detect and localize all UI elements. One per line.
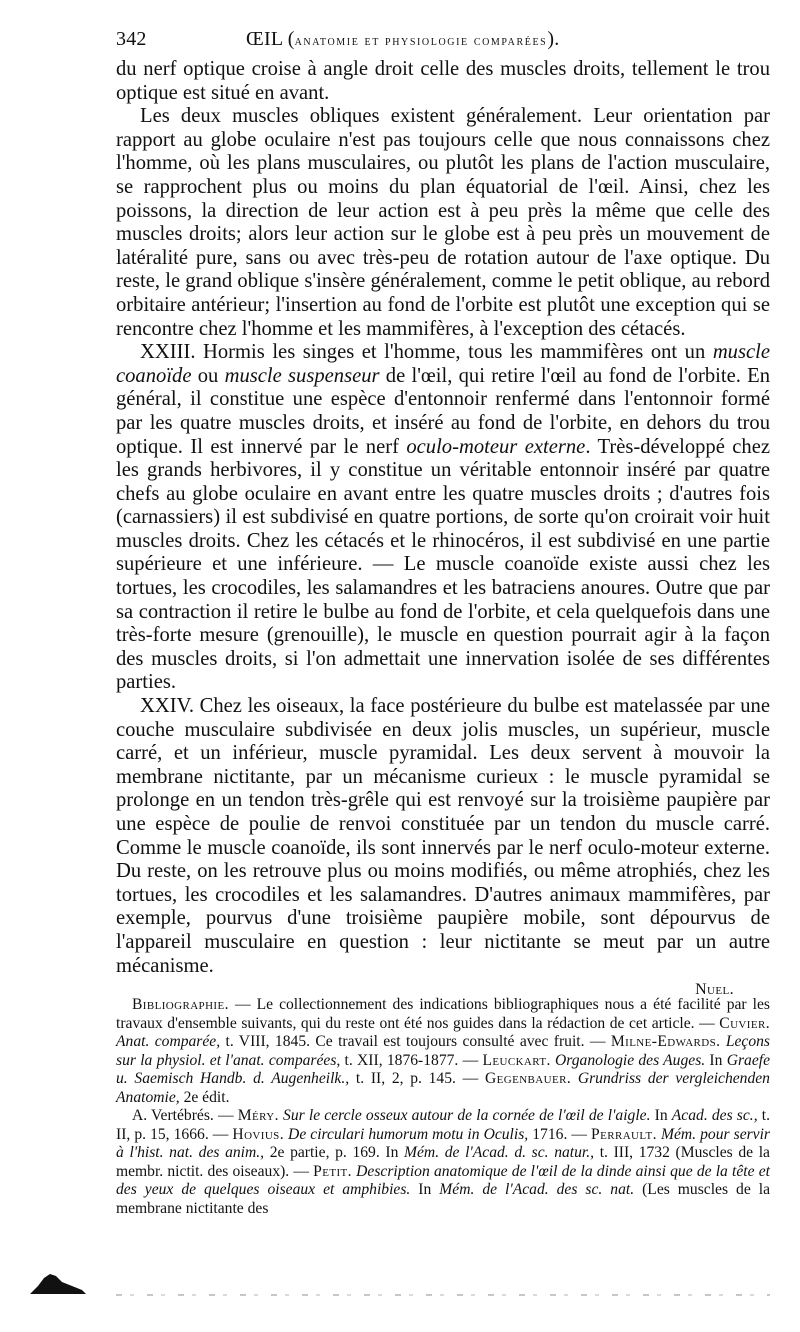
- author-name: Leuckart.: [482, 1051, 551, 1069]
- work-title: Acad. des sc.,: [671, 1107, 758, 1124]
- paragraph-xxiv: XXIV. Chez les oiseaux, la face postérieure du bulbe est matelassée par une couche musculaire subdivisée en deux jolis muscles, un supérieur, muscle carré, et un inférieur, muscle pyramidal. Les deux servent à mouvoir la membrane nictitante, par un mécanisme curieux : le muscle pyramidal se prolonge en un tendon très-grêle qui est renvoyé sur la troisième paupière par une espèce de poulie de renvoi constituée par un tendon du muscle carré. Comme le muscle coanoïde, ils sont innervés par le nerf oculo-moteur externe. Du reste, on les retrouve plus ou moins modifiés, ou même atrophiés, chez les tortues, les crocodiles et les salamandres. D'autres animaux mammifères, par exemple, pourvus d'une troisième paupière mobile, sont dépourvus de l'appareil musculaire en question : leur nictitante se meut par un autre mécanisme.: [116, 695, 770, 977]
- text-run: 2e édit.: [179, 1088, 230, 1106]
- author-name: Gegenbauer.: [484, 1070, 572, 1087]
- ink-blot-mark: [28, 1266, 88, 1296]
- text-run: t. VIII, 1845. Ce travail est toujours consulté avec fruit. —: [220, 1033, 611, 1050]
- running-header: [116, 28, 760, 54]
- text-run: XXIII. Hormis les singes et l'homme, tous les mammifères ont un: [140, 341, 713, 364]
- paragraph-xxiii: [116, 341, 770, 695]
- author-name: Milne-Edwards.: [610, 1033, 721, 1050]
- author-signature: Nuel.: [695, 981, 734, 999]
- author-name: Perrault.: [591, 1125, 657, 1143]
- running-title-end: ).: [547, 28, 560, 50]
- italic-term: muscle coanoïde: [116, 341, 770, 387]
- text-run: — Le collectionnement des indications bibliographiques nous a été facilité par les travaux d'ensemble suivants, qui du reste ont été nos guides dans la rédaction de cet article. —: [116, 996, 770, 1032]
- text-run: 1716. —: [528, 1125, 592, 1143]
- work-title: Mém. pour servir à l'hist. nat. des anim.,: [116, 1125, 771, 1161]
- text-run: ou: [191, 364, 225, 387]
- work-title: Anat. comparée,: [116, 1033, 221, 1050]
- text-run: A. Vertébrés. —: [132, 1107, 238, 1124]
- text-run: In: [410, 1181, 440, 1198]
- author-name: Cuvier.: [719, 1014, 770, 1032]
- work-title: Mém. de l'Acad. des sc. nat.: [439, 1181, 635, 1198]
- text-run: 2e partie, p. 169. In: [264, 1144, 405, 1161]
- text-run: t. XII, 1876-1877. —: [340, 1051, 483, 1069]
- bibliography-label: Bibliographie.: [132, 996, 229, 1013]
- text-run: de l'œil, qui retire l'œil au fond de l'orbite. En général, il constitue une espèce d'entonnoir renfermé dans l'entonnoir formé par les quatre muscles droits, et inséré au fond de l'orbite, en dehors du trou optique. Il est innervé par le nerf: [116, 364, 770, 458]
- paragraph-obliques: Les deux muscles obliques existent généralement. Leur orientation par rapport au globe oculaire n'est pas toujours celle que nous connaissons chez l'homme, où les plans musculaires, ou plutôt les plans de l'action musculaire, se rapprochent plus ou moins du plan équatorial de l'œil. Ainsi, chez les poissons, la direction de leur action est à peu près la même que celle des muscles droits; alors leur action sur le globe est à peu près un mouvement de latéralité pure, sans ou avec très-peu de rotation autour de l'axe optique. Du reste, le grand oblique s'insère généralement, comme le petit oblique, au rebord orbitaire antérieur; l'insertion au fond de l'orbite est plutôt une exception qui se rencontre chez l'homme et les mammifères, à l'exception des cétacés.: [116, 105, 770, 340]
- running-title: [246, 28, 559, 51]
- bibliography: [116, 996, 770, 1218]
- bibliography-intro: [116, 996, 770, 1107]
- work-title: Mém. de l'Acad. d. sc. natur.,: [404, 1144, 595, 1161]
- work-title: Leçons sur la physiol. et l'anat. comparées,: [116, 1033, 770, 1069]
- running-title-subtitle: anatomie et physiologie comparées: [294, 34, 548, 49]
- work-title: Graefe u. Saemisch Handb. d. Augenheilk.,: [116, 1051, 770, 1087]
- author-name: Hovius.: [232, 1125, 284, 1143]
- page-bleed-through-noise: [116, 1294, 770, 1296]
- main-text: [116, 58, 770, 1002]
- italic-term: muscle suspenseur: [224, 364, 380, 387]
- author-name: Méry.: [237, 1107, 279, 1124]
- text-run: t. III, 1732 (Muscles de la membr. nictit. des oiseaux). —: [116, 1144, 770, 1180]
- italic-term: oculo-moteur externe: [406, 435, 586, 458]
- text-run: t. II, 2, p. 145. —: [349, 1070, 485, 1087]
- author-name: Petit.: [313, 1162, 352, 1180]
- work-title: Description anatomique de l'œil de la dinde ainsi que de la tête et des yeux de quelques oiseaux et amphibies.: [116, 1162, 770, 1198]
- text-run: In: [705, 1051, 727, 1069]
- text-run: t. II, p. 15, 1666. —: [116, 1107, 770, 1143]
- paragraph-continuation: du nerf optique croise à angle droit celle des muscles droits, tellement le trou optique est situé en avant.: [116, 58, 770, 104]
- text-run: . Très-développé chez les grands herbivores, il y constitue un véritable entonnoir inséré par quatre chefs au globe oculaire en avant entre les quatre muscles droits ; d'autres fois (carnassiers) il est subdivisé en quatre portions, de sorte qu'on croirait voir huit muscles droits. Chez les cétacés et le rhinocéros, il est subdivisé en une partie supérieure et une inférieure. — Le muscle coanoïde existe aussi chez les tortues, les crocodiles, les salamandres et les batraciens anoures. Outre que par sa contraction il retire le bulbe au fond de l'orbite, et cela quelquefois dans une très-forte mesure (grenouille), le muscle en question pourrait agir à la façon des muscles droits, si l'on admettait une innervation isolée de ses différentes parties.: [116, 435, 770, 694]
- work-title: De circulari humorum motu in Oculis,: [284, 1125, 529, 1143]
- page-number: 342: [116, 28, 147, 50]
- work-title: Sur le cercle osseux autour de la cornée de l'œil de l'aigle.: [278, 1107, 651, 1124]
- bibliography-vertebrates: [116, 1107, 770, 1218]
- work-title: Grundriss der vergleichenden Anatomie,: [116, 1070, 770, 1106]
- text-run: (Les muscles de la membrane nictitante des: [116, 1181, 770, 1217]
- work-title: Organologie des Auges.: [550, 1051, 706, 1069]
- running-title-main: ŒIL (: [246, 28, 295, 50]
- text-run: In: [650, 1107, 672, 1124]
